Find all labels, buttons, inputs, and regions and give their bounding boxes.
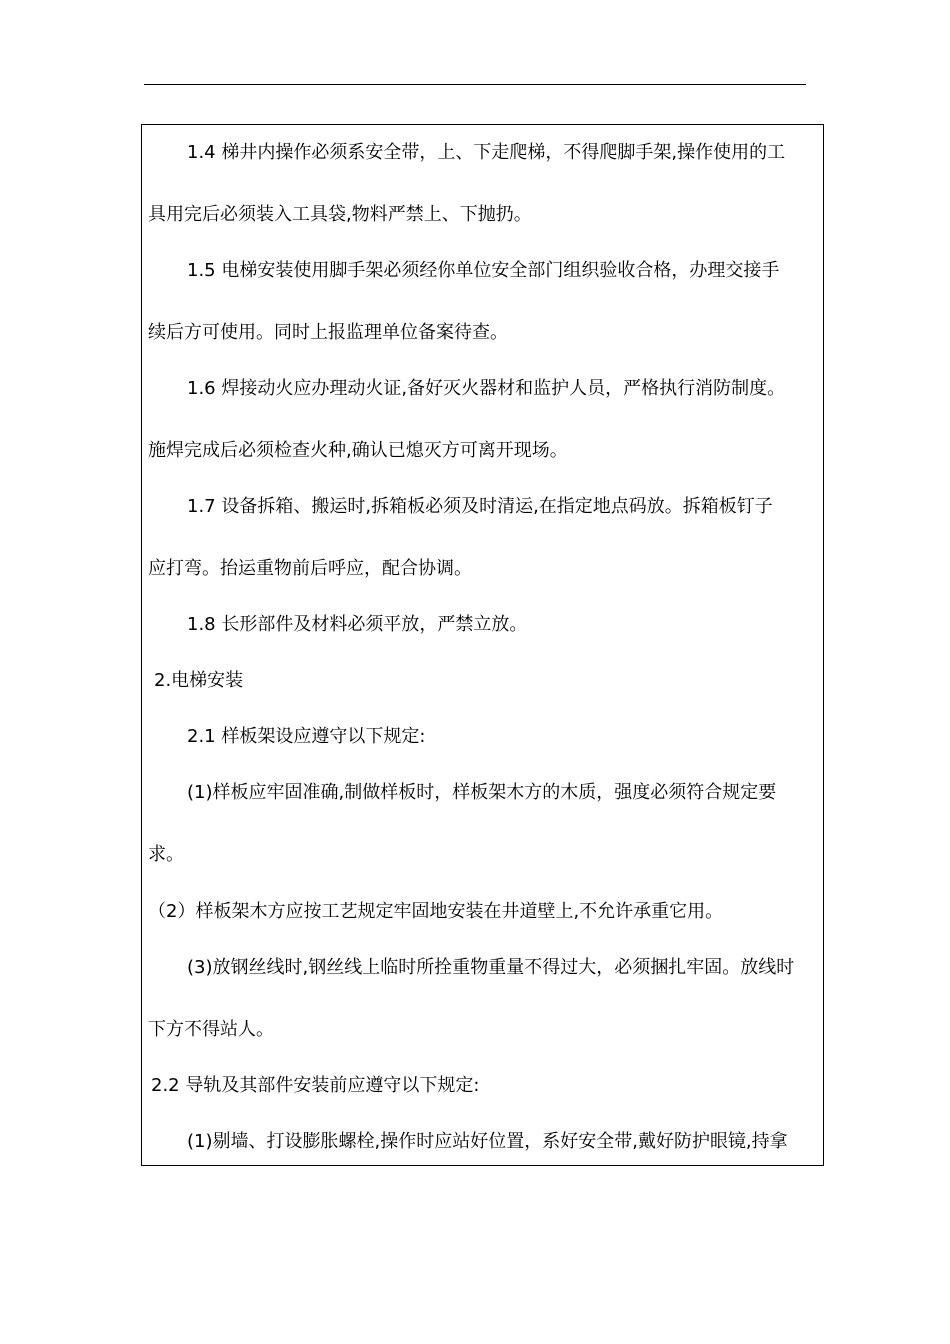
text-line: （2）样板架木方应按工艺规定牢固地安装在井道壁上,不允许承重它用。 bbox=[148, 901, 724, 922]
content-box bbox=[141, 124, 824, 1166]
text-line: 求。 bbox=[148, 844, 184, 865]
text-line: (3)放钢丝线时,钢丝线上临时所拴重物重量不得过大，必须捆扎牢固。放线时 bbox=[187, 957, 795, 978]
header-rule bbox=[144, 84, 806, 85]
text-line: 续后方可使用。同时上报监理单位备案待查。 bbox=[148, 322, 508, 343]
text-line: 1.7 设备拆箱、搬运时,拆箱板必须及时清运,在指定地点码放。拆箱板钉子 bbox=[187, 496, 773, 517]
text-line: 施焊完成后必须检查火种,确认已熄灭方可离开现场。 bbox=[148, 440, 568, 461]
text-line: 具用完后必须装入工具袋,物料严禁上、下抛扔。 bbox=[148, 204, 532, 225]
text-line: 1.6 焊接动火应办理动火证,备好灭火器材和监护人员，严格执行消防制度。 bbox=[187, 378, 786, 399]
text-line: 下方不得站人。 bbox=[148, 1019, 274, 1040]
text-line: (1)剔墙、打设膨胀螺栓,操作时应站好位置，系好安全带,戴好防护眼镜,持拿 bbox=[187, 1131, 788, 1152]
text-line: (1)样板应牢固准确,制做样板时，样板架木方的木质，强度必须符合规定要 bbox=[187, 782, 777, 803]
text-line: 2.1 样板架设应遵守以下规定: bbox=[187, 726, 426, 747]
text-line: 应打弯。抬运重物前后呼应，配合协调。 bbox=[148, 558, 472, 579]
text-line: 1.4 梯井内操作必须系安全带，上、下走爬梯，不得爬脚手架,操作使用的工 bbox=[187, 142, 786, 163]
section-heading: 2.电梯安装 bbox=[154, 670, 244, 691]
text-line: 2.2 导轨及其部件安装前应遵守以下规定: bbox=[151, 1075, 480, 1096]
text-line: 1.8 长形部件及材料必须平放，严禁立放。 bbox=[187, 614, 528, 635]
text-line: 1.5 电梯安装使用脚手架必须经你单位安全部门组织验收合格，办理交接手 bbox=[187, 260, 780, 281]
